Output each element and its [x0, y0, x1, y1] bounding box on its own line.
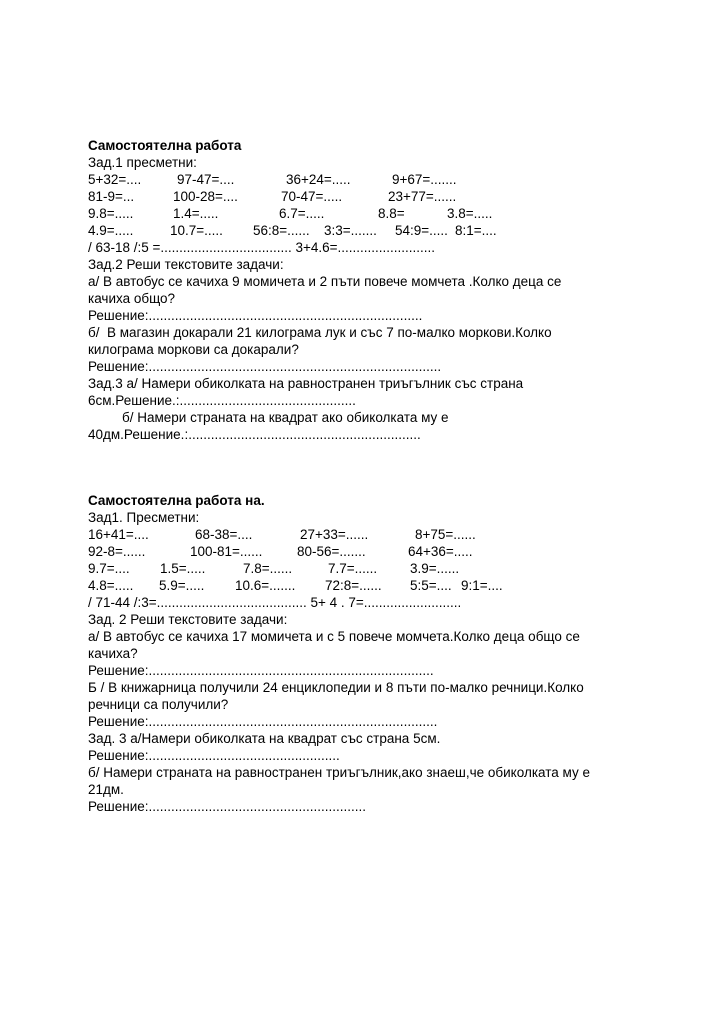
expr: 27+33=......: [300, 527, 369, 542]
expr: 36+24=.....: [286, 172, 351, 187]
expr: 97-47=....: [177, 172, 235, 187]
section2-row1: [88, 526, 476, 544]
expr: 64+36=.....: [408, 544, 473, 559]
expr: 80-56=.......: [297, 544, 366, 559]
expr: 4.8=.....: [88, 578, 134, 593]
expr: 92-8=......: [88, 544, 146, 559]
expr: 9:1=....: [461, 578, 503, 593]
section2-task3-line1: Зад. 3 а/Намери обиколката на квадрат със страна 5см.: [88, 731, 441, 746]
expr: 9.7=....: [88, 561, 130, 576]
expr: 1.5=.....: [160, 561, 206, 576]
expr: 23+77=......: [388, 189, 457, 204]
section1-task3-line1: Зад.3 а/ Намери обиколката на равностранен триъгълник със страна: [88, 376, 524, 391]
expr: 5+32=....: [88, 172, 142, 187]
section2-task3-solution: Решение:...................................................: [88, 748, 340, 763]
section1-task1-heading: Зад.1 пресметни:: [88, 155, 197, 170]
expr: 16+41=....: [88, 527, 149, 542]
section2-row2: [88, 543, 473, 561]
expr: 100-81=......: [190, 544, 263, 559]
expr: 56:8=......: [253, 223, 310, 238]
section1-task2a-line1: а/ В автобус се качиха 9 момичета и 2 пъти повече момчета .Колко деца се: [88, 274, 562, 289]
expr: 5.9=.....: [159, 578, 205, 593]
section1-row3: [88, 205, 493, 223]
expr: 10.6=.......: [235, 578, 296, 593]
expr: 72:8=......: [325, 578, 382, 593]
section1-task2b-line2: килограма моркови са докарали?: [88, 342, 299, 357]
section1-title: Самостоятелна работа: [88, 138, 242, 153]
section1-task3-line2: 6см.Решение.:...............................................: [88, 393, 356, 408]
section1-row5: / 63-18 /:5 =................................... 3+4.6=..........................: [88, 240, 436, 255]
expr: 3.8=.....: [447, 206, 493, 221]
section2-task2-heading: Зад. 2 Реши текстовите задачи:: [88, 612, 288, 627]
section2-task2b-line2: речници са получили?: [88, 697, 229, 712]
section2-task2b-line1: Б / В книжарница получили 24 енциклопедии и 8 пъти по-малко речници.Колко: [88, 680, 584, 695]
section2-task3b-solution: Решение:..........................................................: [88, 799, 367, 814]
section2-task3b-line2: 21дм.: [88, 782, 124, 797]
section2-title: Самостоятелна работа на.: [88, 493, 265, 508]
section1-solution-a: Решение:.........................................................................: [88, 308, 423, 323]
section2-solution-a: Решение:............................................................................: [88, 663, 434, 678]
expr: 8.8=: [378, 206, 405, 221]
expr: 54:9=.....: [395, 223, 448, 238]
expr: 7.8=......: [243, 561, 293, 576]
section2-task2a-line1: а/ В автобус се качиха 17 момичета и с 5 повече момчета.Колко деца общо се: [88, 629, 580, 644]
section2-task2a-line2: качиха?: [88, 646, 138, 661]
expr: 10.7=.....: [170, 223, 223, 238]
section1-task2-heading: Зад.2 Реши текстовите задачи:: [88, 257, 284, 272]
expr: 81-9=...: [88, 189, 135, 204]
expr: 5:5=....: [410, 578, 452, 593]
section1-row1: [88, 171, 457, 189]
expr: 9+67=.......: [392, 172, 457, 187]
section1-task3b-line2: 40дм.Решение.:..............................................................: [88, 427, 421, 442]
section1-row4: [88, 222, 497, 240]
section1-row2: [88, 188, 457, 206]
expr: 68-38=....: [195, 527, 253, 542]
section2-row3: [88, 560, 460, 578]
section2-task3b-line1: б/ Намери страната на равностранен триъгълник,ако знаеш,че обиколката му е: [88, 765, 590, 780]
section2-row4: [88, 577, 503, 595]
expr: 7.7=......: [328, 561, 378, 576]
section2-solution-b: Решение:.............................................................................: [88, 714, 438, 729]
expr: 70-47=.....: [281, 189, 343, 204]
expr: 6.7=.....: [279, 206, 325, 221]
expr: 9.8=.....: [88, 206, 134, 221]
expr: 3.9=......: [410, 561, 460, 576]
section2-row5: / 71-44 /:3=........................................ 5+ 4 . 7=..........................: [88, 595, 462, 610]
expr: 8+75=......: [415, 527, 476, 542]
expr: 100-28=....: [173, 189, 238, 204]
section1-task2a-line2: качиха общо?: [88, 291, 176, 306]
section1-task3b-line1: б/ Намери страната на квадрат ако обиколката му е: [122, 410, 449, 425]
expr: 1.4=.....: [173, 206, 219, 221]
section1-task2b-line1: б/ В магазин докарали 21 килограма лук и със 7 по-малко моркови.Колко: [88, 325, 552, 340]
section1-solution-b: Решение:..............................................................................: [88, 359, 442, 374]
expr: 8:1=....: [455, 223, 497, 238]
expr: 3:3=.......: [324, 223, 377, 238]
section2-task1-heading: Зад1. Пресметни:: [88, 510, 200, 525]
expr: 4.9=.....: [88, 223, 134, 238]
